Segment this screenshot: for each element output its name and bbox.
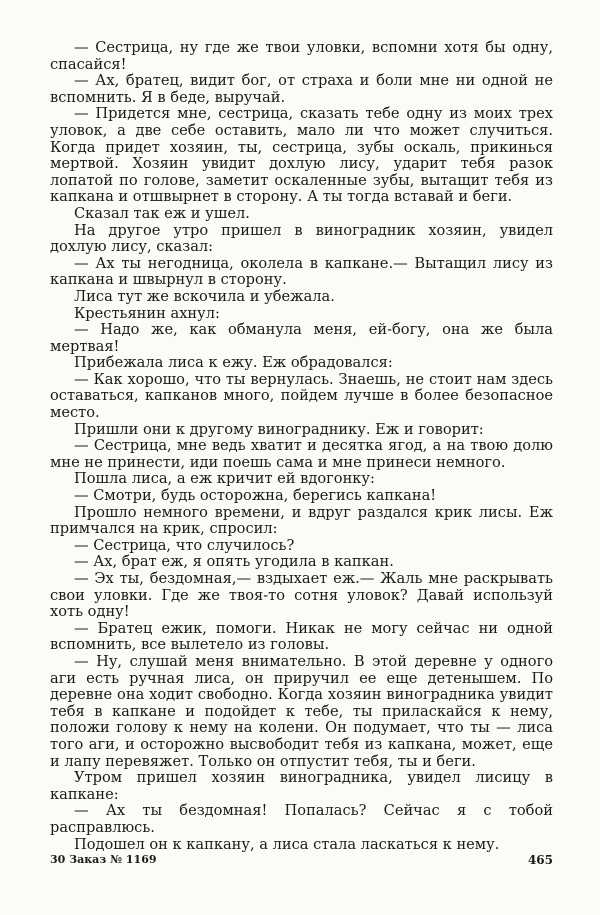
paragraph: — Братец ежик, помоги. Никак не могу сейчас ни одной вспомнить, все вылетело из головы. <box>50 619 553 654</box>
paragraph: Крестьянин ахнул: <box>74 304 220 322</box>
printing-signature: 30 Заказ № 1169 <box>50 853 157 866</box>
paragraph: — Эх ты, бездомная,— вздыхает еж.— Жаль мне раскрывать свои уловки. Где же твоя-то сотня уловок? Давай используй хоть одну! <box>50 570 553 621</box>
paragraph: — Смотри, будь осторожна, берегись капкана! <box>74 487 437 505</box>
paragraph: На другое утро пришел в виноградник хозяин, увидел дохлую лису, сказал: <box>50 221 553 256</box>
paragraph: Прибежала лиса к ежу. Еж обрадовался: <box>74 354 393 372</box>
paragraph: Пришли они к другому винограднику. Еж и говорит: <box>74 420 484 438</box>
paragraph: Прошло немного времени, и вдруг раздался крик лисы. Еж примчался на крик, спросил: <box>50 503 553 538</box>
paragraph: — Придется мне, сестрица, сказать тебе одну из моих трех уловок, а две себе оставить, мало ли что может случиться. Когда придет хозяин, ты, сестрица, зубы оскаль, прикинься мертвой. Хозяин увидит дохлую лису, ударит тебя разок лопатой по голове, заметит оскаленные зубы, вытащит тебя из капкана и отшвырнет в сторону. А ты тогда вставай и беги. <box>50 105 553 206</box>
paragraph: — Ах ты негодница, околела в капкане.— Вытащил лису из капкана и швырнул в сторону. <box>50 254 553 289</box>
paragraph: — Надо же, как обманула меня, ей-богу, она же была мертвая! <box>50 321 553 355</box>
paragraph: — Ах, брат еж, я опять угодила в капкан. <box>74 553 394 571</box>
paragraph: Подошел он к капкану, а лиса стала ласкаться к нему. <box>74 835 500 853</box>
body-text <box>50 40 553 853</box>
paragraph: Утром пришел хозяин виноградника, увидел лисицу в капкане: <box>50 769 553 803</box>
paragraph: — Ну, слушай меня внимательно. В этой деревне у одного аги есть ручная лиса, он приручил ее еще детенышем. По деревне она ходит свободно. Когда хозяин виноградника увидит тебя в капкане и подойдет к тебе, ты приласкайся к нему, положи голову к нему на колени. Он подумает, что ты — лиса того аги, и осторожно высвободит тебя из капкана, может, еще и лапу перевяжет. Только он отпустит тебя, ты и беги. <box>50 652 553 770</box>
paragraph: Сказал так еж и ушел. <box>74 204 250 222</box>
paragraph: — Ах ты бездомная! Попалась? Сейчас я с тобой расправлюсь. <box>50 802 553 836</box>
paragraph: — Сестрица, ну где же твои уловки, вспомни хотя бы одну, спасайся! <box>50 39 553 73</box>
page-number: 465 <box>527 853 553 867</box>
paragraph: Пошла лиса, а еж кричит ей вдогонку: <box>74 470 375 488</box>
paragraph: — Ах, братец, видит бог, от страха и боли мне ни одной не вспомнить. Я в беде, выручай. <box>50 72 553 106</box>
paragraph: — Как хорошо, что ты вернулась. Знаешь, не стоит нам здесь оставаться, капканов много, пойдем лучше в более безопасное место. <box>50 370 553 422</box>
paragraph: Лиса тут же вскочила и убежала. <box>74 287 335 305</box>
paragraph: — Сестрица, что случилось? <box>74 536 295 554</box>
paragraph: — Сестрица, мне ведь хватит и десятка ягод, а на твою долю мне не принести, иди поешь сама и мне принеси немного. <box>50 437 553 471</box>
